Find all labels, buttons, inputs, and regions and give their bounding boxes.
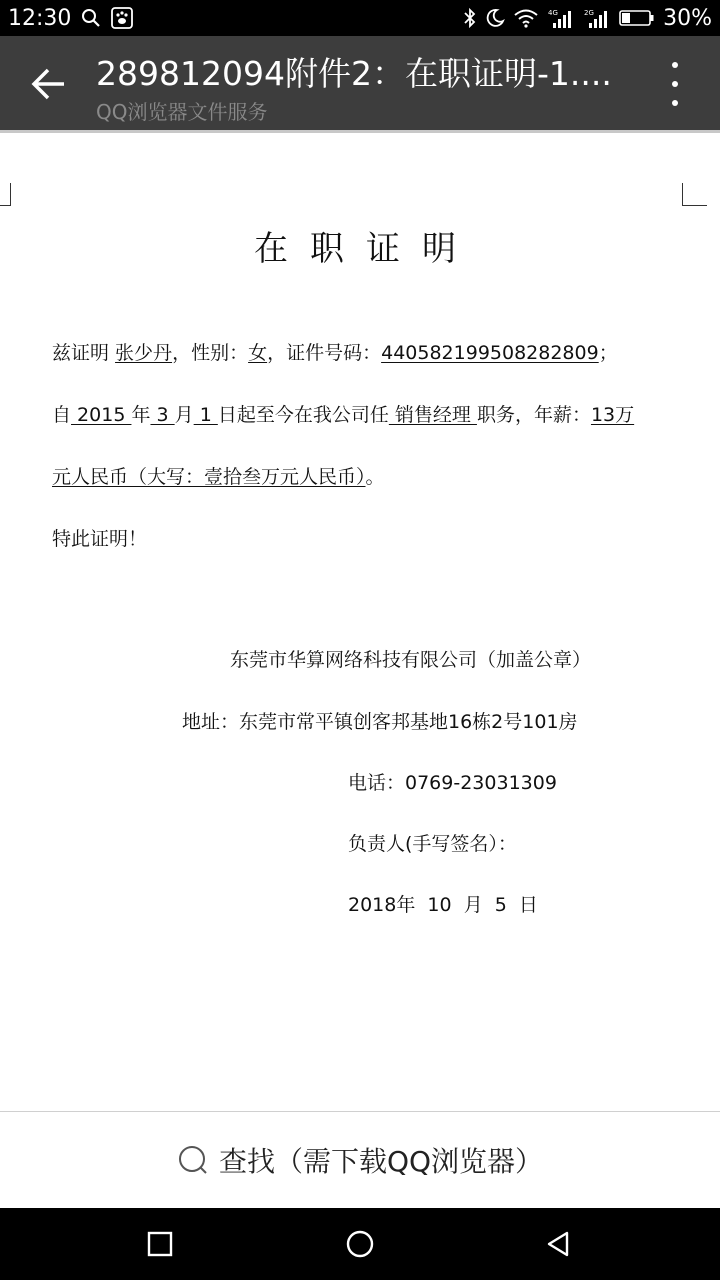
- battery-percent: 30%: [663, 5, 712, 31]
- more-options-button[interactable]: [660, 62, 690, 106]
- svg-text:4G: 4G: [548, 9, 558, 17]
- arrow-left-icon: [30, 68, 66, 100]
- svg-text:2G: 2G: [584, 9, 594, 17]
- triangle-back-icon: [545, 1230, 571, 1258]
- signal-sim1-icon: [547, 7, 575, 29]
- page-title: 289812094附件2：在职证明-1....: [96, 54, 612, 93]
- document-date: 2018年 10 月 5 日: [348, 894, 538, 916]
- doc-line-4: 特此证明！: [52, 528, 148, 550]
- signer-label: 负责人(手写签名）：: [348, 833, 517, 855]
- find-label: 查找（需下载QQ浏览器）: [218, 1145, 544, 1178]
- search-icon: [177, 1144, 209, 1176]
- doc-line-2: 自 2015 年 3 月 1 日起至今在我公司任 销售经理 职务，年薪：13万: [52, 404, 635, 426]
- page-margin-corner-right: [682, 183, 707, 206]
- status-time: 12:30: [8, 5, 72, 31]
- company-name: 东莞市华算网络科技有限公司（加盖公章）: [230, 649, 592, 671]
- circle-home-icon: [345, 1229, 375, 1259]
- document-heading: 在职证明: [254, 229, 478, 269]
- do-not-disturb-moon-icon: [485, 8, 505, 28]
- employee-salary: 13万: [590, 404, 635, 426]
- company-phone: 电话：0769-23031309: [348, 772, 557, 794]
- baidu-app-icon: [111, 7, 133, 29]
- document-page[interactable]: [0, 133, 720, 1111]
- employee-position: 销售经理: [388, 404, 477, 426]
- bluetooth-icon: [463, 7, 477, 29]
- doc-line-1: 兹证明 张少丹，性别：女，证件号码：440582199508282809；: [52, 342, 618, 364]
- back-button[interactable]: [22, 58, 74, 110]
- app-bar: [0, 36, 720, 130]
- employee-id-number: 440582199508282809: [381, 342, 599, 364]
- status-bar: [0, 0, 720, 36]
- home-button[interactable]: [342, 1226, 378, 1262]
- signal-sim2-icon: [583, 7, 611, 29]
- doc-line-3: 元人民币（大写：壹拾叁万元人民币）。: [52, 466, 385, 488]
- more-vert-icon: [672, 62, 678, 68]
- wifi-icon: [513, 8, 539, 28]
- recents-button[interactable]: [142, 1226, 178, 1262]
- square-recents-icon: [147, 1231, 173, 1257]
- company-address: 地址：东莞市常平镇创客邦基地16栋2号101房: [182, 711, 578, 733]
- find-button[interactable]: [0, 1111, 720, 1208]
- employee-name: 张少丹: [115, 342, 173, 364]
- page-margin-corner-left: [0, 183, 11, 206]
- system-nav-bar: [0, 1208, 720, 1280]
- search-status-icon: [81, 8, 101, 28]
- employee-gender: 女: [248, 342, 268, 364]
- page-subtitle: QQ浏览器文件服务: [96, 100, 268, 124]
- battery-icon: [619, 9, 655, 27]
- nav-back-button[interactable]: [540, 1226, 576, 1262]
